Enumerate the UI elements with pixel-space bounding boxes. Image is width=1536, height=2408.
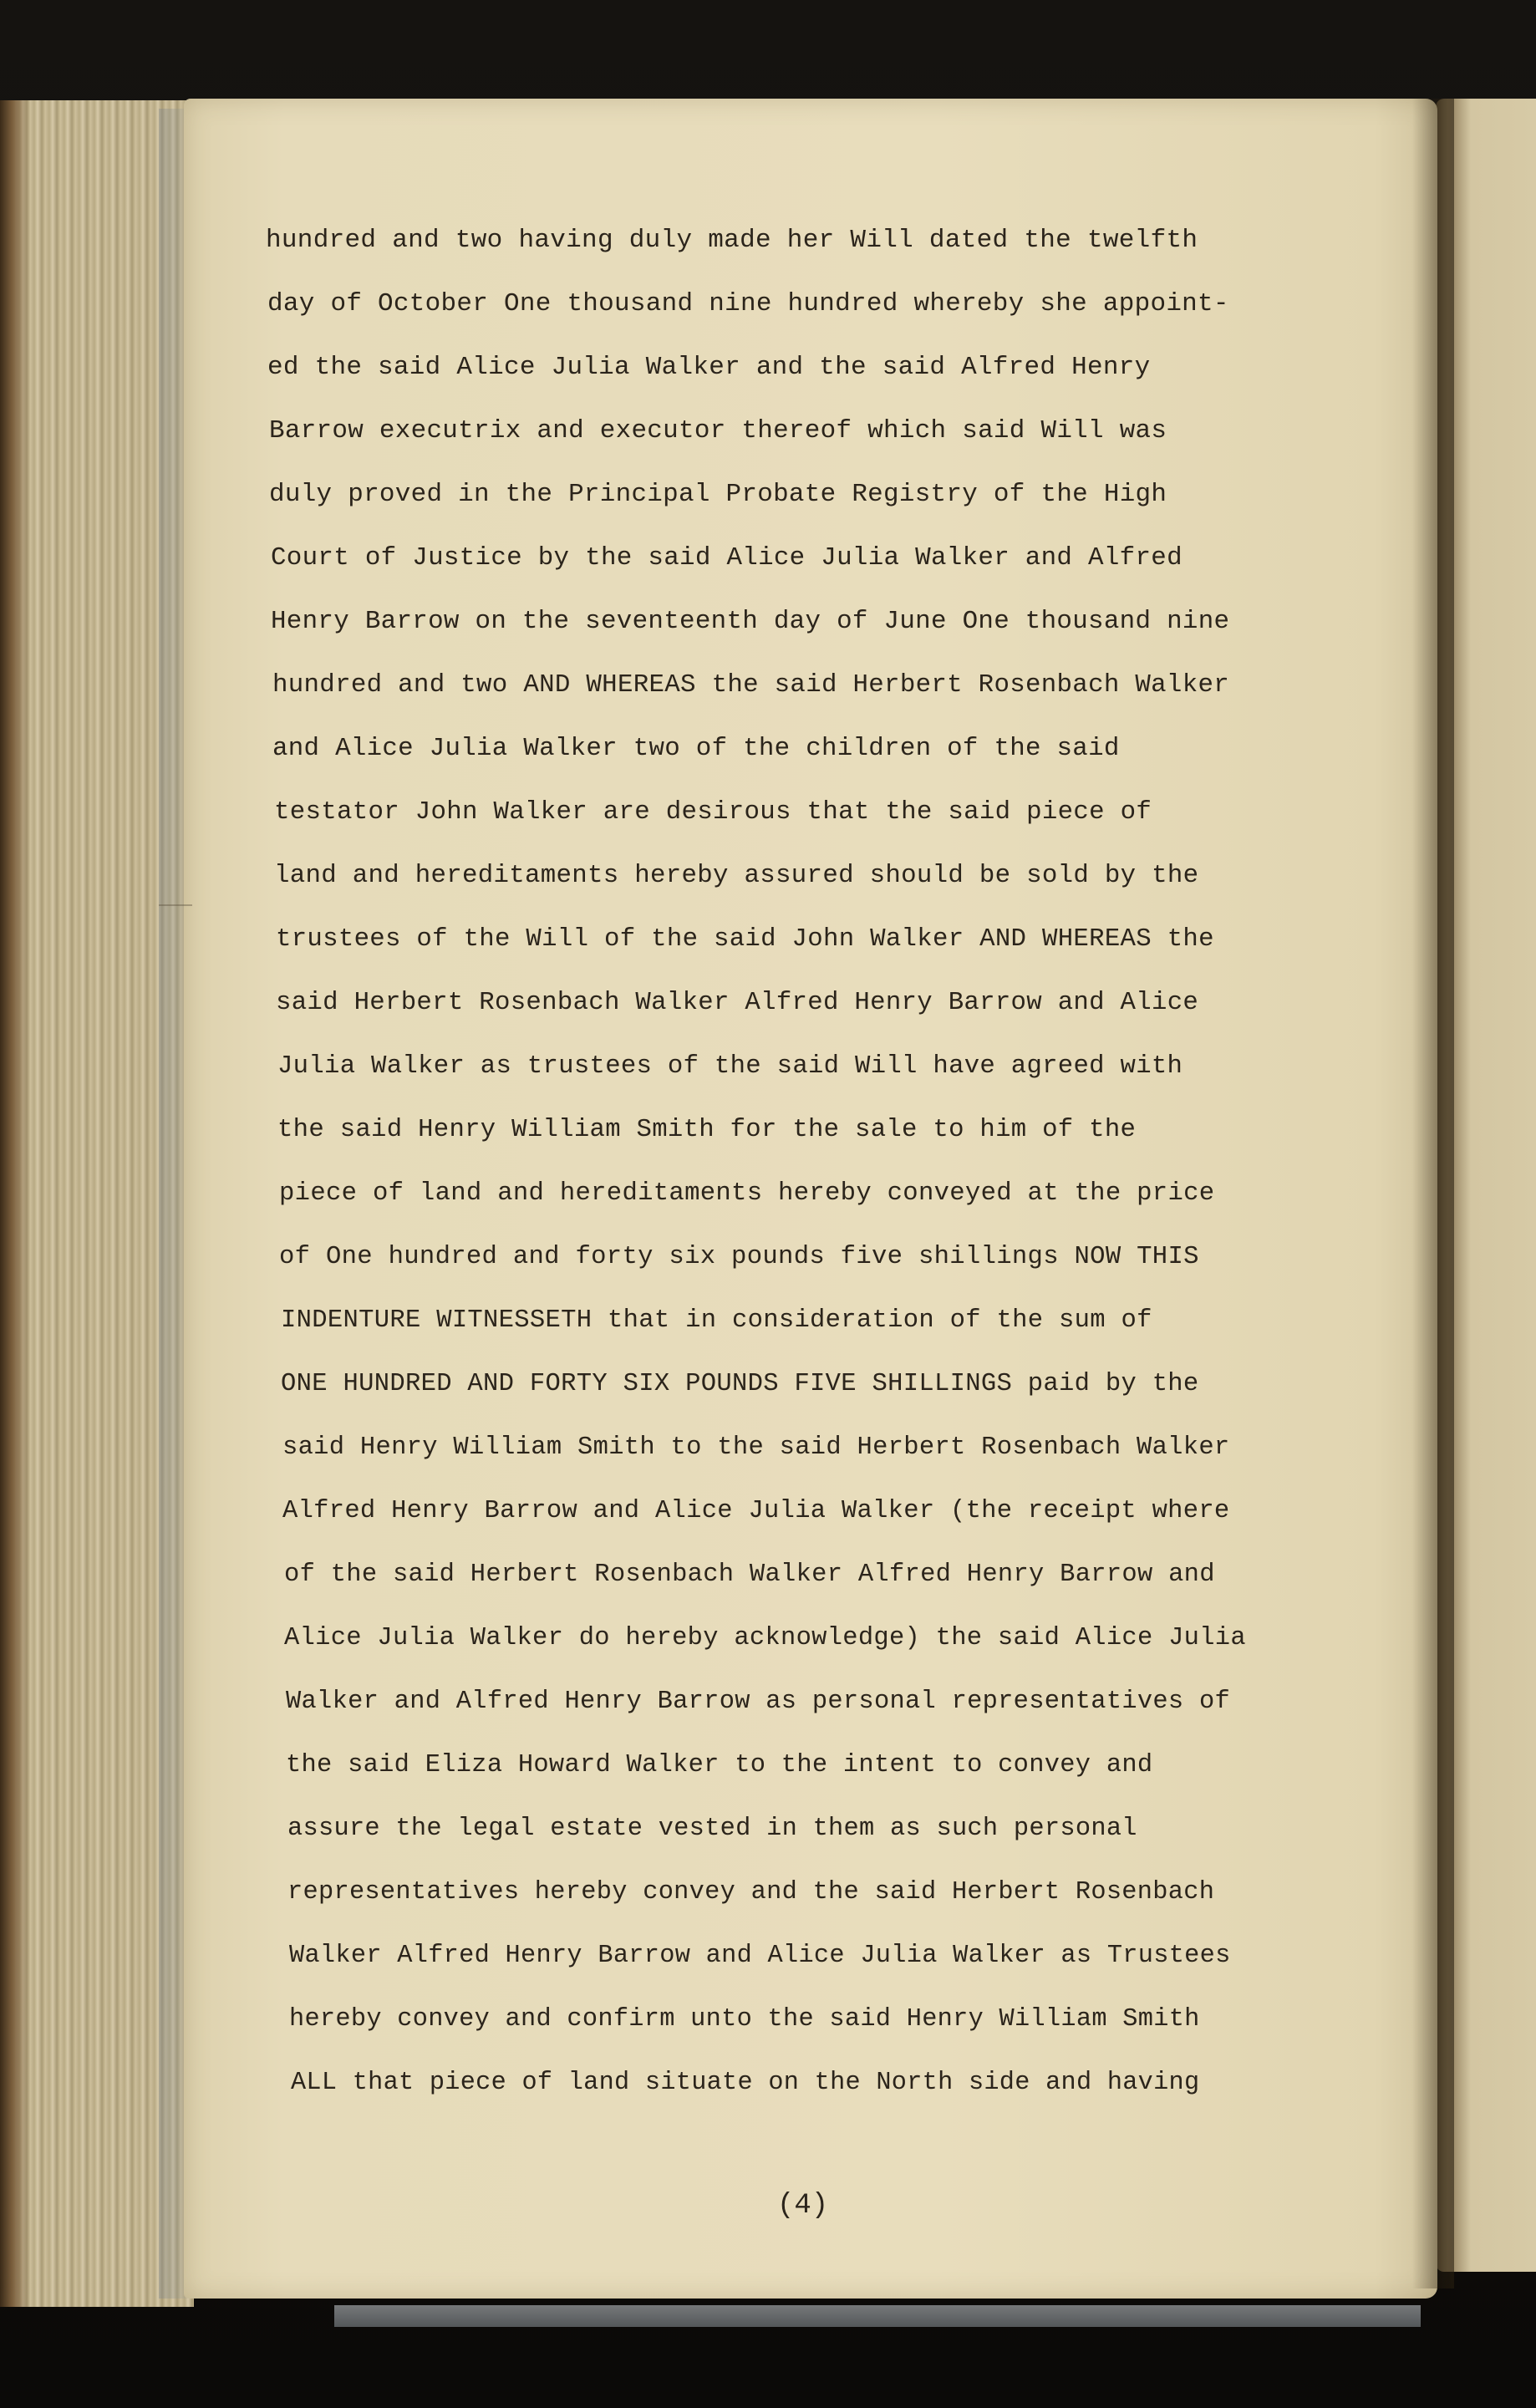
text-line: Alice Julia Walker do hereby acknowledge) the said Alice Julia: [284, 1623, 1246, 1652]
text-line: trustees of the Will of the said John Walker AND WHEREAS the: [276, 924, 1214, 954]
text-line: Court of Justice by the said Alice Julia Walker and Alfred: [271, 543, 1183, 573]
text-line: said Herbert Rosenbach Walker Alfred Henry Barrow and Alice: [276, 988, 1199, 1017]
text-line: day of October One thousand nine hundred whereby she appoint-: [267, 289, 1229, 318]
text-line: ed the said Alice Julia Walker and the said Alfred Henry: [267, 353, 1151, 382]
text-line: Walker Alfred Henry Barrow and Alice Julia Walker as Trustees: [289, 1941, 1231, 1970]
scan-edge-strip: [334, 2305, 1421, 2327]
text-line: Julia Walker as trustees of the said Will have agreed with: [277, 1051, 1183, 1081]
text-line: Barrow executrix and executor thereof which said Will was: [269, 416, 1167, 445]
text-line: assure the legal estate vested in them as such personal: [287, 1814, 1137, 1843]
text-line: representatives hereby convey and the said Herbert Rosenbach: [287, 1877, 1215, 1907]
text-line: of One hundred and forty six pounds five shillings NOW THIS: [279, 1242, 1199, 1271]
text-line: Henry Barrow on the seventeenth day of June One thousand nine: [271, 607, 1230, 636]
text-line: the said Eliza Howard Walker to the intent to convey and: [286, 1750, 1153, 1779]
text-line: ONE HUNDRED AND FORTY SIX POUNDS FIVE SHILLINGS paid by the: [281, 1369, 1199, 1398]
text-line: ALL that piece of land situate on the North side and having: [291, 2068, 1200, 2097]
text-line: hundred and two having duly made her Will dated the twelfth: [266, 226, 1198, 255]
text-line: hereby convey and confirm unto the said Henry William Smith: [289, 2004, 1200, 2034]
text-line: duly proved in the Principal Probate Registry of the High: [269, 480, 1167, 509]
typewritten-text: [266, 209, 1269, 2115]
page-number: (4): [777, 2190, 829, 2222]
text-line: and Alice Julia Walker two of the children of the said: [272, 734, 1120, 763]
text-line: Alfred Henry Barrow and Alice Julia Walker (the receipt where: [282, 1496, 1230, 1525]
text-line: INDENTURE WITNESSETH that in consideration of the sum of: [281, 1306, 1152, 1335]
text-line: land and hereditaments hereby assured should be sold by the: [274, 861, 1199, 890]
text-line: hundred and two AND WHEREAS the said Herbert Rosenbach Walker: [272, 670, 1230, 700]
text-line: the said Henry William Smith for the sale to him of the: [277, 1115, 1137, 1144]
text-line: Walker and Alfred Henry Barrow as personal representatives of: [286, 1687, 1231, 1716]
text-line: said Henry William Smith to the said Herbert Rosenbach Walker: [282, 1433, 1230, 1462]
gutter-shadow: [1412, 99, 1454, 2288]
margin-mark: [159, 904, 192, 906]
text-line: piece of land and hereditaments hereby conveyed at the price: [279, 1179, 1215, 1208]
text-line: testator John Walker are desirous that the said piece of: [274, 797, 1152, 827]
text-line: of the said Herbert Rosenbach Walker Alfred Henry Barrow and: [284, 1560, 1215, 1589]
